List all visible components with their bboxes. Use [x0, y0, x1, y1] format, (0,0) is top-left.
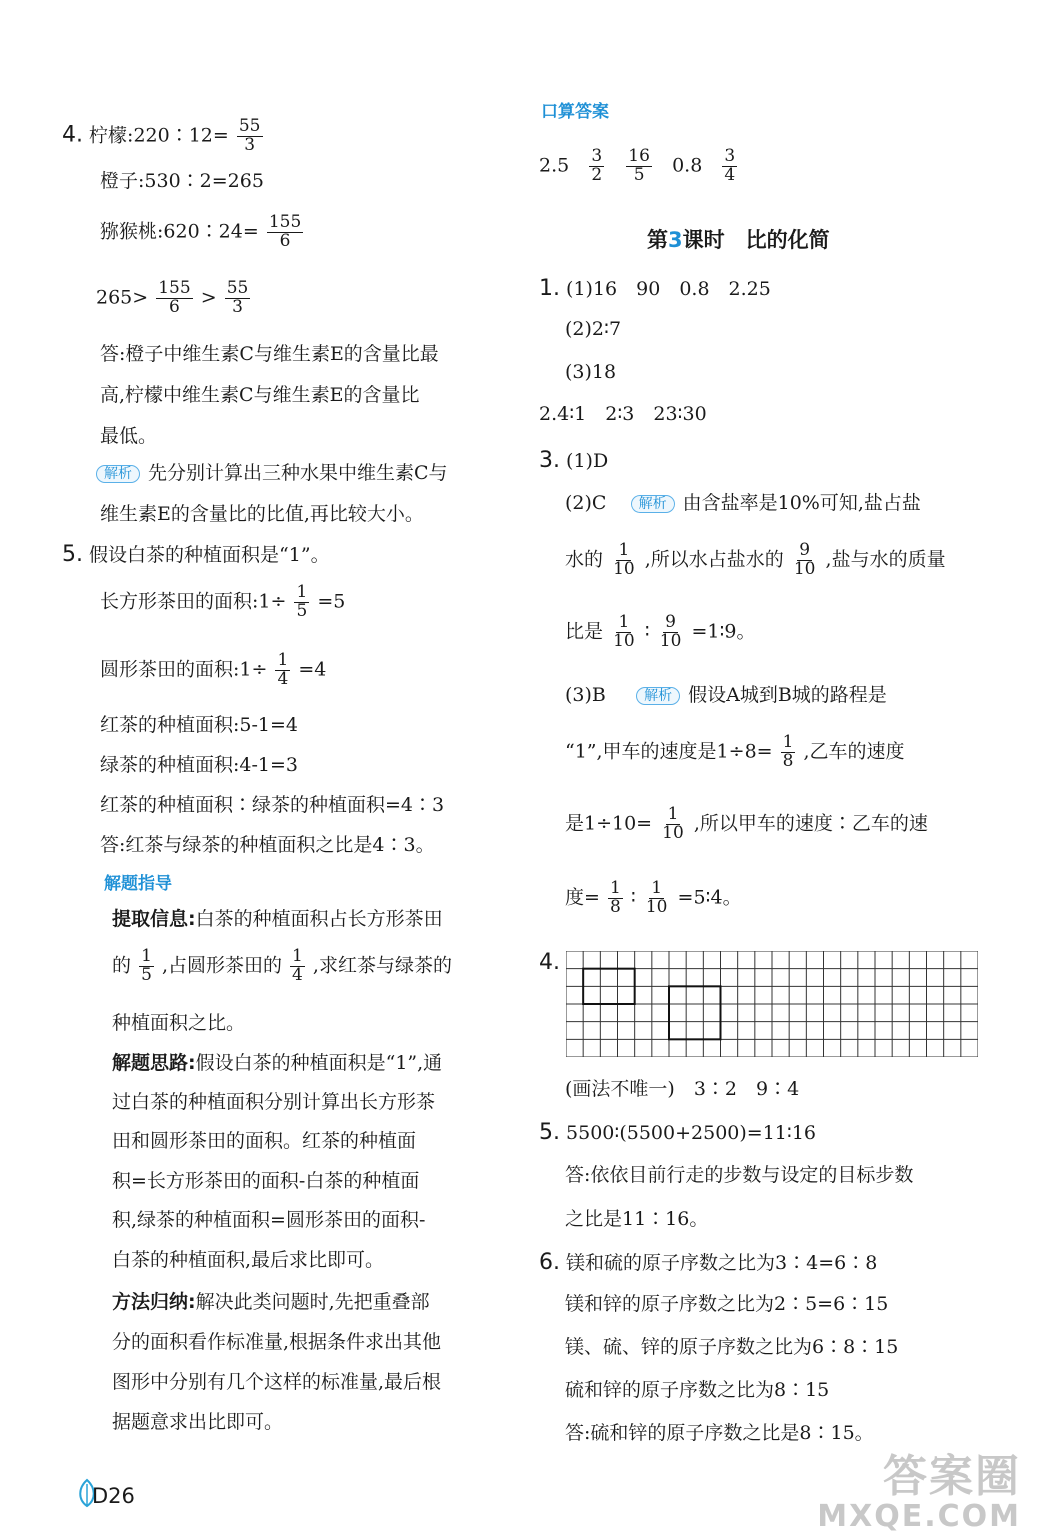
frac-num: 55: [226, 278, 249, 298]
q5-line3: [100, 652, 326, 689]
fraction: [294, 584, 309, 621]
r3-text: 是1÷10=: [565, 812, 653, 835]
r5-line2: 答:依依目前行走的步数与设定的目标步数: [565, 1164, 914, 1186]
r3-line7: [565, 806, 928, 843]
q4-ana-text: 先分别计算出三种水果中维生素C与: [148, 462, 448, 484]
title-number: 3: [668, 228, 683, 252]
frac-den: 2: [591, 164, 603, 185]
frac-den: 5: [141, 964, 152, 985]
r3-b-pre: (2)C: [565, 492, 607, 514]
frac-den: 10: [793, 558, 816, 579]
frac-den: 8: [609, 896, 621, 917]
r1-number: 1.: [539, 276, 560, 301]
guide-text: 假设白茶的种植面积是“1”,通: [195, 1052, 443, 1074]
r3-line2: [565, 494, 921, 513]
r4-number: 4.: [539, 950, 560, 975]
r3-text: ,所以甲车的速度∶乙车的速: [693, 812, 928, 835]
guide-line9: 白茶的种植面积,最后求比即可。: [112, 1249, 385, 1271]
q4-l3-text: 猕猴桃:620∶24=: [100, 220, 259, 243]
frac-num: 9: [799, 540, 811, 560]
r3-text: ,乙车的速度: [803, 740, 905, 763]
q4-l4-text: 265>: [96, 286, 149, 309]
q4-line1: [62, 118, 265, 155]
guide-line1: [112, 910, 443, 929]
q5-l3-text: 圆形茶田的面积:1÷: [100, 658, 268, 681]
frac-num: 1: [609, 878, 621, 898]
square-grid: [566, 951, 978, 1057]
guide-line2: [112, 948, 452, 985]
frac-den: 10: [613, 630, 635, 651]
q4-analysis-2: 维生素E的含量比的比值,再比较大小。: [100, 503, 424, 525]
q5-l2-post: =5: [317, 590, 346, 613]
watermark-line2: MXQE.COM: [817, 1498, 1021, 1534]
q4-answer-3: 最低。: [100, 425, 158, 447]
frac-num: 1: [618, 540, 630, 560]
q4-line4: [96, 280, 252, 317]
fraction: [267, 214, 303, 251]
q4-l4-mid: >: [200, 286, 217, 309]
q5-line4: 红茶的种植面积:5-1=4: [100, 714, 299, 736]
r3-c-pre: (3)B: [565, 684, 606, 706]
guide-line6: 田和圆形茶田的面积。红茶的种植面: [112, 1130, 417, 1152]
fraction: [611, 542, 637, 579]
q5-l2-text: 长方形茶田的面积:1÷: [100, 590, 287, 613]
r3-text: ∶: [630, 886, 636, 909]
guide-line5: 过白茶的种植面积分别计算出长方形茶: [112, 1091, 436, 1113]
guide-line8: 积,绿茶的种植面积=圆形茶田的面积-: [112, 1209, 426, 1231]
guide-text: ,求红茶与绿茶的: [312, 954, 452, 977]
frac-den: 3: [244, 134, 256, 155]
fraction: [626, 148, 652, 185]
fraction: [275, 652, 290, 689]
frac-den: 10: [659, 630, 682, 651]
r1-line3: (3)18: [565, 361, 617, 383]
fraction: [611, 614, 637, 651]
page-number: D26: [92, 1484, 135, 1508]
guide-text: 的: [112, 954, 132, 977]
guide-text: 解决此类问题时,先把重叠部: [195, 1291, 430, 1313]
r3-line4: [565, 614, 755, 651]
fraction: [781, 734, 796, 771]
r5-line1: [539, 1122, 816, 1144]
frac-num: 1: [667, 804, 679, 824]
r6-number: 6.: [539, 1250, 560, 1275]
r4-line: [539, 952, 560, 974]
frac-num: 155: [268, 212, 302, 232]
oral-heading: 口算答案: [541, 102, 609, 122]
lesson-title: [647, 230, 830, 251]
r3-text: 度=: [565, 886, 600, 909]
frac-den: 5: [633, 164, 645, 185]
frac-num: 9: [665, 612, 676, 632]
r3-text: =5∶4。: [677, 886, 742, 909]
analysis-tag: 解析: [636, 687, 680, 705]
frac-num: 55: [238, 116, 261, 136]
q5-line6: 红茶的种植面积∶绿茶的种植面积=4∶3: [100, 794, 445, 816]
r1-line2: (2)2∶7: [565, 318, 622, 340]
r3-text: “1”,甲车的速度是1÷8=: [565, 740, 773, 763]
watermark-line1: 答案圈: [883, 1451, 1021, 1503]
r6-line1: [539, 1252, 877, 1274]
r3-line6: [565, 734, 905, 771]
r3-line3: [565, 542, 946, 579]
analysis-tag: 解析: [631, 495, 675, 513]
frac-num: 1: [651, 878, 663, 898]
r6-text: 镁和硫的原子序数之比为3∶4=6∶8: [566, 1252, 878, 1274]
frac-num: 16: [628, 146, 650, 166]
guide-line12: 图形中分别有几个这样的标准量,最后根: [112, 1371, 442, 1393]
frac-num: 155: [158, 278, 191, 298]
q4-analysis-1: [96, 464, 448, 483]
r3-line1: [539, 450, 608, 472]
fraction: [589, 148, 604, 185]
fraction: [658, 614, 684, 651]
oral-value: 0.8: [672, 154, 703, 177]
q4-line3: [100, 214, 305, 251]
frac-den: 4: [292, 964, 303, 985]
frac-den: 3: [232, 296, 243, 317]
r1-a: (1)16 90 0.8 2.25: [566, 278, 771, 300]
fraction: [139, 948, 154, 985]
frac-num: 1: [277, 650, 289, 670]
frac-num: 1: [292, 946, 303, 966]
r3-c-text: 假设A城到B城的路程是: [688, 684, 887, 706]
q5-line2: [100, 584, 345, 621]
r3-text: 比是: [565, 620, 604, 643]
frac-num: 3: [724, 146, 736, 166]
fraction: [608, 880, 623, 917]
guide-line4: [112, 1054, 442, 1073]
r3-text: ∶: [644, 620, 650, 643]
r2-line: 2.4∶1 2∶3 23∶30: [539, 403, 707, 425]
frac-den: 10: [613, 558, 635, 579]
fraction: [237, 118, 263, 155]
fraction: [290, 948, 305, 985]
fraction: [225, 280, 251, 317]
q4-answer-2: 高,柠檬中维生素C与维生素E的含量比: [100, 384, 420, 406]
r3-text: =1∶9。: [691, 620, 756, 643]
q5-line1: [62, 544, 330, 566]
watermark-logo: [817, 1451, 1021, 1534]
r6-line3: 镁、硫、锌的原子序数之比为6∶8∶15: [565, 1336, 899, 1358]
frac-den: 4: [277, 668, 289, 689]
r6-line2: 镁和锌的原子序数之比为2∶5=6∶15: [565, 1293, 889, 1315]
guide-line13: 据题意求出比即可。: [112, 1411, 284, 1433]
frac-den: 6: [169, 296, 180, 317]
guide-heading: 解题指导: [104, 874, 172, 894]
frac-den: 8: [782, 750, 794, 771]
r6-line5: 答:硫和锌的原子序数之比是8∶15。: [565, 1422, 874, 1444]
frac-num: 1: [618, 612, 630, 632]
guide-line11: 分的面积看作标准量,根据条件求出其他: [112, 1331, 442, 1353]
oral-answers: [539, 148, 739, 185]
drawn-square: [669, 986, 721, 1039]
analysis-tag: 解析: [96, 465, 140, 483]
r1-line1: [539, 278, 771, 300]
r3-number: 3.: [539, 448, 560, 473]
fraction: [660, 806, 686, 843]
q5-l3-post: =4: [298, 658, 327, 681]
frac-num: 1: [782, 732, 794, 752]
r3-text: ,盐与水的质量: [825, 548, 946, 571]
frac-den: 4: [724, 164, 736, 185]
r3-line5: [565, 686, 887, 705]
title-text: 第: [647, 228, 668, 252]
q5-l1-text: 假设白茶的种植面积是“1”。: [89, 544, 330, 566]
r3-line8: [565, 880, 742, 917]
fraction: [792, 542, 818, 579]
frac-den: 6: [279, 230, 291, 251]
frac-den: 10: [662, 822, 684, 843]
r3-a: (1)D: [566, 450, 609, 472]
r3-text: ,所以水占盐水的: [644, 548, 784, 571]
guide-label: 方法归纳:: [112, 1291, 196, 1313]
fraction: [644, 880, 670, 917]
fraction: [722, 148, 737, 185]
fraction: [156, 280, 192, 317]
q4-answer-1: 答:橙子中维生素C与维生素E的含量比最: [100, 343, 439, 365]
q5-number: 5.: [62, 542, 83, 567]
q4-number: 4.: [62, 122, 83, 148]
r4-caption: (画法不唯一) 3∶2 9∶4: [565, 1078, 800, 1100]
frac-num: 1: [141, 946, 152, 966]
guide-text: 白茶的种植面积占长方形茶田: [195, 908, 443, 930]
q4-l1-text: 柠檬:220∶12=: [89, 124, 229, 147]
guide-label: 提取信息:: [112, 908, 196, 930]
oral-value: 2.5: [539, 154, 570, 177]
r3-text: 水的: [565, 548, 604, 571]
frac-den: 5: [296, 600, 308, 621]
guide-label: 解题思路:: [112, 1052, 196, 1074]
guide-text: ,占圆形茶田的: [161, 954, 282, 977]
r3-b-text: 由含盐率是10%可知,盐占盐: [682, 492, 921, 514]
guide-line10: [112, 1293, 430, 1312]
guide-line3: 种植面积之比。: [112, 1012, 246, 1034]
guide-line7: 积=长方形茶田的面积-白茶的种植面: [112, 1170, 420, 1192]
q5-line7: 答:红茶与绿茶的种植面积之比是4∶3。: [100, 834, 435, 856]
r5-number: 5.: [539, 1120, 560, 1145]
q4-line2: 橙子:530∶2=265: [100, 170, 264, 192]
frac-den: 10: [645, 896, 668, 917]
r5-text: 5500∶(5500+2500)=11∶16: [566, 1122, 817, 1144]
frac-num: 3: [591, 146, 603, 166]
r6-line4: 硫和锌的原子序数之比为8∶15: [565, 1379, 830, 1401]
title-text: 课时 比的化简: [682, 228, 830, 252]
r5-line3: 之比是11∶16。: [565, 1208, 709, 1230]
frac-num: 1: [296, 582, 308, 602]
q5-line5: 绿茶的种植面积:4-1=3: [100, 754, 299, 776]
